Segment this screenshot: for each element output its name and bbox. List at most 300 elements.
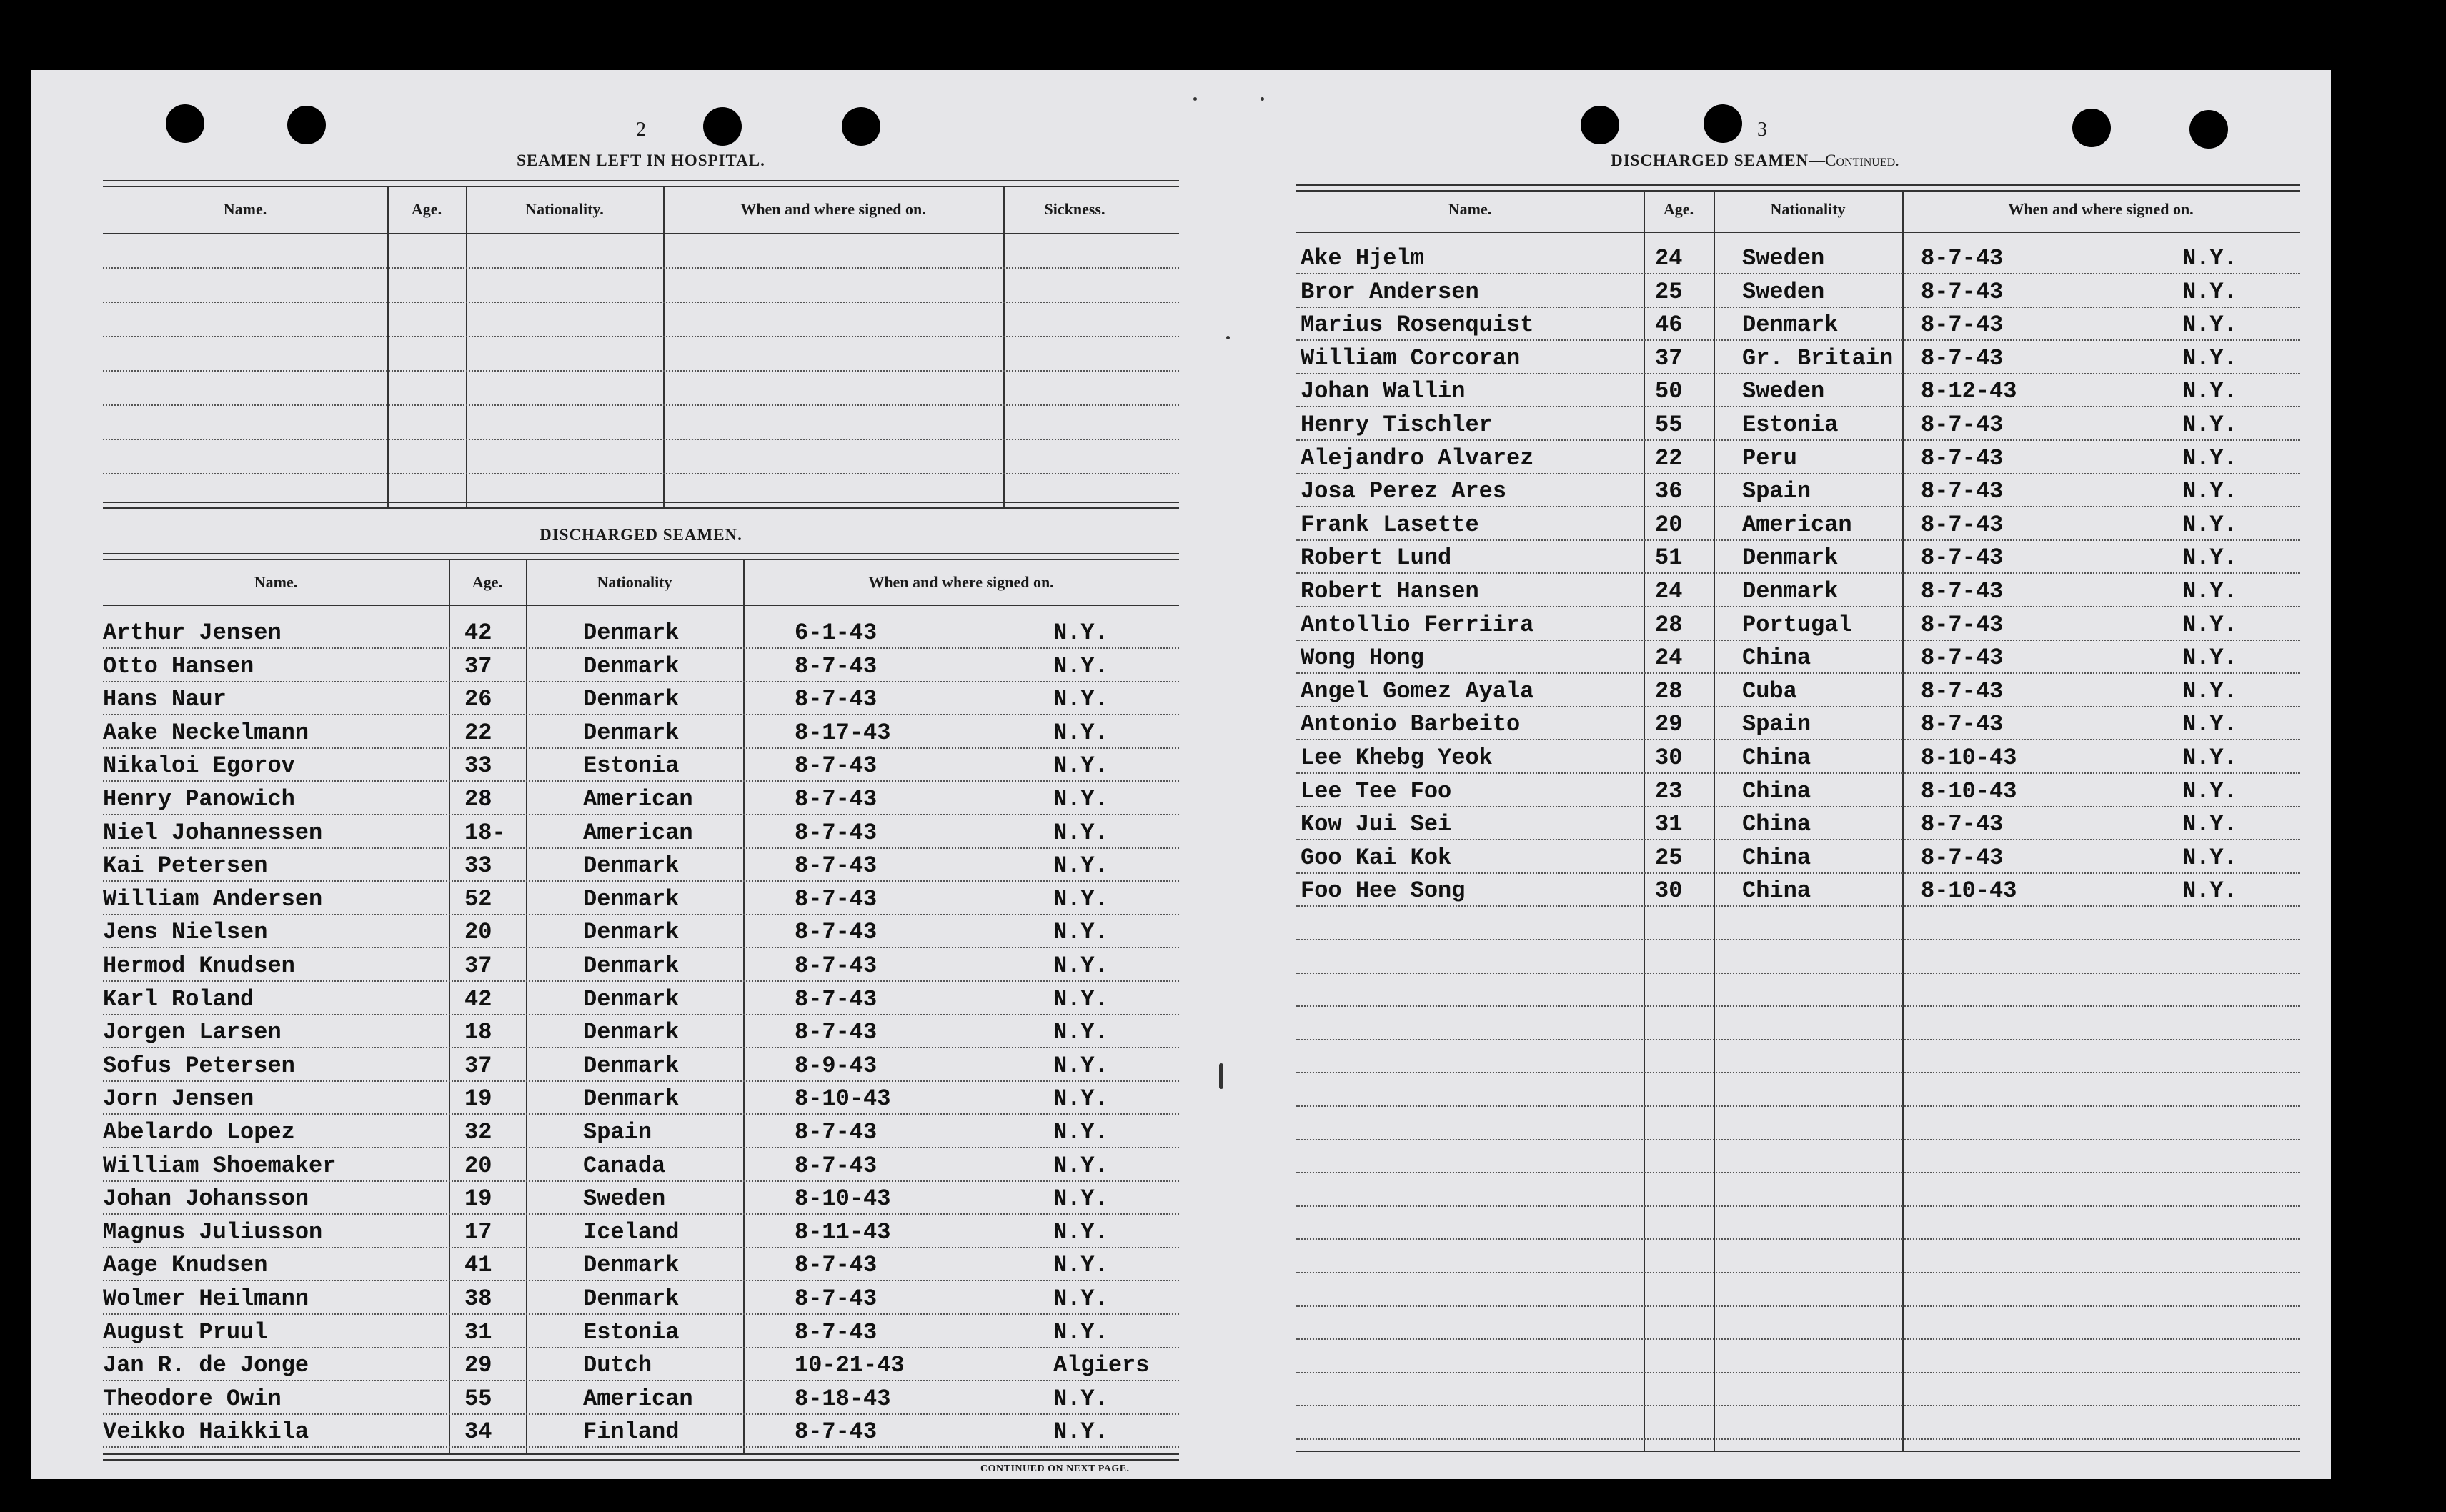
signed-on-date: 8-7-43 xyxy=(1921,544,2004,572)
seaman-age: 34 xyxy=(464,1418,492,1446)
seaman-name: Jorgen Larsen xyxy=(103,1019,282,1046)
seaman-name: Bror Andersen xyxy=(1301,278,1479,305)
seaman-nationality: Denmark xyxy=(1742,578,1839,605)
signed-on-date: 8-7-43 xyxy=(1921,412,2004,438)
left-page xyxy=(103,70,1179,1479)
signed-on-date: 8-7-43 xyxy=(795,752,878,780)
seaman-age: 37 xyxy=(464,1052,492,1079)
signed-on-place: N.Y. xyxy=(2182,478,2237,505)
signed-on-place: N.Y. xyxy=(1053,1252,1108,1279)
signed-on-place: Algiers xyxy=(1053,1352,1150,1379)
seaman-nationality: American xyxy=(1742,511,1852,538)
blank-row xyxy=(1296,1139,2300,1140)
seaman-nationality: Denmark xyxy=(583,1285,680,1312)
table-row xyxy=(1296,440,2300,474)
col-header-age: Age. xyxy=(472,573,503,591)
seaman-nationality: Spain xyxy=(583,1119,652,1145)
signed-on-place: N.Y. xyxy=(1053,1218,1108,1245)
seaman-name: William Corcoran xyxy=(1301,344,1521,372)
table-row xyxy=(103,648,1179,682)
seaman-name: Henry Panowich xyxy=(103,786,295,812)
blank-row xyxy=(103,404,1179,406)
table-row xyxy=(1296,373,2300,407)
bottom-rule xyxy=(1296,1451,2300,1452)
blank-row xyxy=(103,336,1179,337)
signed-on-place: N.Y. xyxy=(1053,1418,1108,1446)
signed-on-date: 8-7-43 xyxy=(1921,578,2004,605)
col-header-signed-on: When and where signed on. xyxy=(2008,200,2194,218)
signed-on-place: N.Y. xyxy=(2182,312,2237,339)
signed-on-place: N.Y. xyxy=(1053,1385,1108,1412)
double-rule xyxy=(1296,184,2300,192)
double-rule xyxy=(103,553,1179,560)
table-row xyxy=(103,815,1179,849)
hospital-section-title: SEAMEN LEFT IN HOSPITAL. xyxy=(517,151,765,169)
seaman-age: 17 xyxy=(464,1218,492,1245)
speck xyxy=(1226,336,1230,339)
signed-on-place: N.Y. xyxy=(2182,511,2237,538)
signed-on-date: 8-10-43 xyxy=(1921,877,2017,905)
table-row xyxy=(103,615,1179,649)
signed-on-date: 8-11-43 xyxy=(795,1218,891,1245)
seaman-age: 30 xyxy=(1655,745,1683,771)
signed-on-place: N.Y. xyxy=(2182,444,2237,472)
signed-on-date: 8-7-43 xyxy=(795,919,878,946)
signed-on-place: N.Y. xyxy=(2182,344,2237,372)
table-row xyxy=(103,847,1179,882)
title-text: DISCHARGED SEAMEN xyxy=(1611,151,1809,169)
seaman-name: Veikko Haikkila xyxy=(103,1418,309,1446)
seaman-age: 31 xyxy=(464,1318,492,1346)
seaman-nationality: China xyxy=(1742,811,1811,838)
table-row xyxy=(103,1247,1179,1281)
table-row xyxy=(103,1014,1179,1048)
table-row xyxy=(103,1214,1179,1248)
seaman-name: Abelardo Lopez xyxy=(103,1119,295,1145)
col-header-name: Name. xyxy=(254,573,298,591)
signed-on-place: N.Y. xyxy=(1053,919,1108,946)
seaman-age: 22 xyxy=(1655,444,1683,472)
seaman-nationality: Denmark xyxy=(583,1019,680,1046)
seaman-age: 37 xyxy=(464,652,492,680)
col-header-name: Name. xyxy=(223,200,267,218)
scanned-page-spread xyxy=(31,70,2331,1479)
seaman-age: 22 xyxy=(464,719,492,746)
seaman-age: 28 xyxy=(464,786,492,812)
seaman-age: 50 xyxy=(1655,378,1683,405)
table-row xyxy=(103,1280,1179,1315)
blank-row xyxy=(1296,1405,2300,1406)
seaman-name: Lee Khebg Yeok xyxy=(1301,745,1493,771)
seaman-age: 18 xyxy=(464,1019,492,1046)
seaman-age: 29 xyxy=(464,1352,492,1379)
seaman-nationality: Sweden xyxy=(583,1185,666,1213)
signed-on-date: 8-18-43 xyxy=(795,1385,891,1412)
speck xyxy=(1261,97,1264,101)
seaman-name: Karl Roland xyxy=(103,985,254,1013)
table-row xyxy=(1296,706,2300,740)
table-row xyxy=(103,1148,1179,1182)
seaman-name: Wong Hong xyxy=(1301,645,1424,672)
seaman-name: Johan Wallin xyxy=(1301,378,1466,405)
table-row xyxy=(103,1413,1179,1448)
col-header-nationality: Nationality. xyxy=(525,200,604,218)
seaman-nationality: China xyxy=(1742,844,1811,871)
blank-row xyxy=(1296,1005,2300,1007)
col-header-nationality: Nationality xyxy=(597,573,672,591)
signed-on-date: 8-17-43 xyxy=(795,719,891,746)
signed-on-place: N.Y. xyxy=(1053,819,1108,846)
seaman-nationality: Denmark xyxy=(583,620,680,646)
seaman-nationality: China xyxy=(1742,877,1811,905)
table-row xyxy=(1296,240,2300,274)
seaman-age: 20 xyxy=(464,919,492,946)
blank-row xyxy=(1296,1072,2300,1073)
seaman-nationality: Finland xyxy=(583,1418,680,1446)
signed-on-date: 8-7-43 xyxy=(1921,312,2004,339)
header-rule xyxy=(103,605,1179,606)
col-header-age: Age. xyxy=(411,200,442,218)
seaman-age: 26 xyxy=(464,686,492,713)
seaman-nationality: Denmark xyxy=(583,1085,680,1113)
table-row xyxy=(1296,673,2300,707)
seaman-name: Marius Rosenquist xyxy=(1301,312,1534,339)
seaman-age: 41 xyxy=(464,1252,492,1279)
signed-on-date: 8-7-43 xyxy=(795,652,878,680)
table-row xyxy=(1296,773,2300,807)
signed-on-place: N.Y. xyxy=(2182,544,2237,572)
signed-on-place: N.Y. xyxy=(1053,1085,1108,1113)
signed-on-date: 8-10-43 xyxy=(795,1185,891,1213)
seaman-nationality: Sweden xyxy=(1742,245,1825,272)
table-row xyxy=(103,715,1179,749)
column-divider xyxy=(663,187,665,507)
signed-on-date: 8-7-43 xyxy=(795,1418,878,1446)
table-row xyxy=(103,781,1179,815)
seaman-nationality: Estonia xyxy=(1742,412,1839,438)
seaman-age: 51 xyxy=(1655,544,1683,572)
discharged-section-title: DISCHARGED SEAMEN. xyxy=(540,526,742,544)
seaman-age: 20 xyxy=(1655,511,1683,538)
seaman-age: 19 xyxy=(464,1085,492,1113)
seaman-name: Wolmer Heilmann xyxy=(103,1285,309,1312)
signed-on-date: 8-7-43 xyxy=(795,1119,878,1145)
signed-on-date: 8-7-43 xyxy=(795,1152,878,1179)
seaman-nationality: American xyxy=(583,1385,693,1412)
signed-on-date: 8-7-43 xyxy=(795,852,878,880)
signed-on-date: 8-7-43 xyxy=(1921,711,2004,738)
signed-on-date: 8-7-43 xyxy=(1921,344,2004,372)
seaman-age: 31 xyxy=(1655,811,1683,838)
blank-row xyxy=(1296,1039,2300,1040)
seaman-age: 28 xyxy=(1655,611,1683,638)
seaman-age: 25 xyxy=(1655,278,1683,305)
table-row xyxy=(1296,840,2300,874)
seaman-nationality: American xyxy=(583,819,693,846)
seaman-age: 30 xyxy=(1655,877,1683,905)
seaman-age: 28 xyxy=(1655,677,1683,705)
seaman-name: Frank Lasette xyxy=(1301,511,1479,538)
seaman-age: 42 xyxy=(464,620,492,646)
table-row xyxy=(103,1347,1179,1381)
table-row xyxy=(103,1314,1179,1348)
signed-on-place: N.Y. xyxy=(1053,985,1108,1013)
seaman-nationality: Denmark xyxy=(1742,544,1839,572)
col-header-sickness: Sickness. xyxy=(1044,200,1105,218)
table-row xyxy=(103,881,1179,915)
signed-on-place: N.Y. xyxy=(1053,786,1108,812)
signed-on-place: N.Y. xyxy=(2182,745,2237,771)
seaman-nationality: Denmark xyxy=(583,953,680,979)
blank-row xyxy=(1296,1338,2300,1340)
table-row xyxy=(103,1114,1179,1148)
signed-on-place: N.Y. xyxy=(1053,1318,1108,1346)
signed-on-place: N.Y. xyxy=(1053,719,1108,746)
table-row xyxy=(1296,740,2300,774)
blank-row xyxy=(1296,1305,2300,1307)
signed-on-place: N.Y. xyxy=(1053,1185,1108,1213)
seaman-name: Nikaloi Egorov xyxy=(103,752,295,780)
blank-row xyxy=(103,370,1179,372)
seaman-nationality: American xyxy=(583,786,693,812)
seaman-age: 55 xyxy=(464,1385,492,1412)
seaman-name: Kai Petersen xyxy=(103,852,268,880)
seaman-nationality: Estonia xyxy=(583,752,680,780)
seaman-nationality: Denmark xyxy=(583,652,680,680)
signed-on-place: N.Y. xyxy=(1053,1285,1108,1312)
signed-on-place: N.Y. xyxy=(1053,1119,1108,1145)
signed-on-place: N.Y. xyxy=(1053,752,1108,780)
table-row xyxy=(1296,806,2300,840)
seaman-age: 37 xyxy=(1655,344,1683,372)
seaman-nationality: Sweden xyxy=(1742,278,1825,305)
double-rule xyxy=(103,1453,1179,1461)
signed-on-date: 8-7-43 xyxy=(1921,278,2004,305)
col-header-nationality: Nationality xyxy=(1770,200,1846,218)
blank-row xyxy=(1296,1238,2300,1240)
seaman-name: Jens Nielsen xyxy=(103,919,268,946)
blank-row xyxy=(103,267,1179,269)
seaman-nationality: Gr. Britain xyxy=(1742,344,1894,372)
signed-on-place: N.Y. xyxy=(2182,777,2237,805)
column-divider xyxy=(387,187,389,507)
signed-on-date: 8-7-43 xyxy=(1921,444,2004,472)
seaman-age: 37 xyxy=(464,953,492,979)
blank-row xyxy=(1296,1172,2300,1173)
seaman-name: Kow Jui Sei xyxy=(1301,811,1452,838)
seaman-name: Jorn Jensen xyxy=(103,1085,254,1113)
seaman-age: 36 xyxy=(1655,478,1683,505)
column-divider xyxy=(1003,187,1005,507)
seaman-name: Sofus Petersen xyxy=(103,1052,295,1079)
double-rule xyxy=(103,502,1179,509)
table-row xyxy=(103,681,1179,715)
col-header-age: Age. xyxy=(1663,200,1694,218)
table-row xyxy=(103,1080,1179,1115)
seaman-nationality: China xyxy=(1742,777,1811,805)
signed-on-date: 8-7-43 xyxy=(1921,245,2004,272)
signed-on-place: N.Y. xyxy=(2182,811,2237,838)
table-row xyxy=(1296,607,2300,641)
seaman-age: 19 xyxy=(464,1185,492,1213)
signed-on-place: N.Y. xyxy=(2182,711,2237,738)
continued-note: CONTINUED ON NEXT PAGE. xyxy=(980,1463,1130,1474)
col-header-signed-on: When and where signed on. xyxy=(740,200,926,218)
seaman-age: 38 xyxy=(464,1285,492,1312)
signed-on-date: 8-7-43 xyxy=(1921,611,2004,638)
signed-on-place: N.Y. xyxy=(2182,278,2237,305)
signed-on-date: 8-7-43 xyxy=(1921,844,2004,871)
signed-on-place: N.Y. xyxy=(1053,885,1108,912)
signed-on-date: 8-7-43 xyxy=(795,1285,878,1312)
page-number: 2 xyxy=(636,119,646,141)
table-row xyxy=(103,1381,1179,1415)
seaman-name: Aake Neckelmann xyxy=(103,719,309,746)
signed-on-date: 10-21-43 xyxy=(795,1352,905,1379)
seaman-name: Josa Perez Ares xyxy=(1301,478,1507,505)
signed-on-date: 8-7-43 xyxy=(795,885,878,912)
right-page xyxy=(1296,70,2300,1479)
seaman-nationality: Cuba xyxy=(1742,677,1797,705)
seaman-name: Robert Hansen xyxy=(1301,578,1479,605)
seaman-age: 24 xyxy=(1655,245,1683,272)
seaman-nationality: Sweden xyxy=(1742,378,1825,405)
seaman-nationality: Denmark xyxy=(583,885,680,912)
table-row xyxy=(1296,539,2300,574)
seaman-name: August Pruul xyxy=(103,1318,268,1346)
seaman-name: Foo Hee Song xyxy=(1301,877,1466,905)
seaman-age: 24 xyxy=(1655,645,1683,672)
seaman-age: 20 xyxy=(464,1152,492,1179)
signed-on-place: N.Y. xyxy=(2182,677,2237,705)
table-row xyxy=(1296,573,2300,607)
table-row xyxy=(103,747,1179,782)
seaman-age: 18- xyxy=(464,819,506,846)
signed-on-place: N.Y. xyxy=(2182,412,2237,438)
signed-on-place: N.Y. xyxy=(2182,877,2237,905)
signed-on-place: N.Y. xyxy=(2182,245,2237,272)
signed-on-place: N.Y. xyxy=(1053,1019,1108,1046)
table-row xyxy=(103,1180,1179,1215)
speck xyxy=(1193,97,1197,101)
signed-on-date: 8-12-43 xyxy=(1921,378,2017,405)
signed-on-date: 8-7-43 xyxy=(1921,478,2004,505)
seaman-nationality: Estonia xyxy=(583,1318,680,1346)
seaman-nationality: Denmark xyxy=(583,985,680,1013)
blank-row xyxy=(103,302,1179,303)
seaman-name: Angel Gomez Ayala xyxy=(1301,677,1534,705)
table-row xyxy=(1296,473,2300,507)
seaman-age: 29 xyxy=(1655,711,1683,738)
signed-on-date: 8-7-43 xyxy=(795,1252,878,1279)
title-suffix: —Continued. xyxy=(1809,151,1899,169)
seaman-nationality: Spain xyxy=(1742,711,1811,738)
signed-on-place: N.Y. xyxy=(1053,652,1108,680)
seaman-nationality: Denmark xyxy=(1742,312,1839,339)
seaman-age: 55 xyxy=(1655,412,1683,438)
col-header-signed-on: When and where signed on. xyxy=(868,573,1054,591)
signed-on-place: N.Y. xyxy=(2182,611,2237,638)
blank-row xyxy=(1296,1105,2300,1107)
seaman-nationality: Iceland xyxy=(583,1218,680,1245)
seaman-nationality: China xyxy=(1742,745,1811,771)
signed-on-place: N.Y. xyxy=(1053,620,1108,646)
signed-on-date: 8-10-43 xyxy=(1921,745,2017,771)
page-number: 3 xyxy=(1757,119,1767,141)
seaman-name: Aage Knudsen xyxy=(103,1252,268,1279)
col-header-name: Name. xyxy=(1448,200,1492,218)
signed-on-date: 8-7-43 xyxy=(795,985,878,1013)
seaman-age: 33 xyxy=(464,852,492,880)
table-row xyxy=(1296,307,2300,341)
seaman-nationality: Denmark xyxy=(583,1052,680,1079)
seaman-name: Henry Tischler xyxy=(1301,412,1493,438)
seaman-name: Jan R. de Jonge xyxy=(103,1352,309,1379)
blank-row xyxy=(103,439,1179,440)
seaman-name: Otto Hansen xyxy=(103,652,254,680)
seaman-nationality: Denmark xyxy=(583,686,680,713)
seaman-name: William Shoemaker xyxy=(103,1152,337,1179)
seaman-name: Goo Kai Kok xyxy=(1301,844,1452,871)
signed-on-date: 8-7-43 xyxy=(795,686,878,713)
seaman-age: 32 xyxy=(464,1119,492,1145)
seaman-name: Ake Hjelm xyxy=(1301,245,1424,272)
seaman-age: 25 xyxy=(1655,844,1683,871)
table-row xyxy=(1296,407,2300,441)
table-row xyxy=(1296,872,2300,907)
signed-on-place: N.Y. xyxy=(2182,645,2237,672)
table-row xyxy=(103,1048,1179,1082)
signed-on-date: 6-1-43 xyxy=(795,620,878,646)
seaman-name: Hans Naur xyxy=(103,686,227,713)
header-rule xyxy=(103,233,1179,234)
table-row xyxy=(1296,507,2300,541)
double-rule xyxy=(103,180,1179,187)
signed-on-date: 8-7-43 xyxy=(795,1318,878,1346)
signed-on-place: N.Y. xyxy=(2182,378,2237,405)
signed-on-place: N.Y. xyxy=(1053,953,1108,979)
seaman-name: William Andersen xyxy=(103,885,323,912)
seaman-age: 42 xyxy=(464,985,492,1013)
seaman-nationality: Spain xyxy=(1742,478,1811,505)
seaman-name: Johan Johansson xyxy=(103,1185,309,1213)
seaman-name: Robert Lund xyxy=(1301,544,1452,572)
blank-row xyxy=(1296,1205,2300,1207)
blank-row xyxy=(1296,1272,2300,1273)
table-row xyxy=(1296,340,2300,374)
signed-on-place: N.Y. xyxy=(1053,686,1108,713)
signed-on-date: 8-7-43 xyxy=(1921,811,2004,838)
signed-on-place: N.Y. xyxy=(1053,1052,1108,1079)
signed-on-date: 8-7-43 xyxy=(1921,511,2004,538)
table-row xyxy=(103,914,1179,948)
signed-on-place: N.Y. xyxy=(1053,852,1108,880)
seaman-name: Antonio Barbeito xyxy=(1301,711,1521,738)
signed-on-date: 8-7-43 xyxy=(1921,677,2004,705)
seaman-name: Niel Johannessen xyxy=(103,819,323,846)
signed-on-date: 8-9-43 xyxy=(795,1052,878,1079)
seaman-age: 24 xyxy=(1655,578,1683,605)
seaman-name: Lee Tee Foo xyxy=(1301,777,1452,805)
seaman-nationality: Denmark xyxy=(583,1252,680,1279)
blank-row xyxy=(1296,1372,2300,1373)
signed-on-date: 8-10-43 xyxy=(795,1085,891,1113)
seaman-age: 23 xyxy=(1655,777,1683,805)
discharged-continued-title xyxy=(1253,151,2257,170)
signed-on-date: 8-7-43 xyxy=(795,819,878,846)
signed-on-date: 8-10-43 xyxy=(1921,777,2017,805)
signed-on-place: N.Y. xyxy=(2182,844,2237,871)
